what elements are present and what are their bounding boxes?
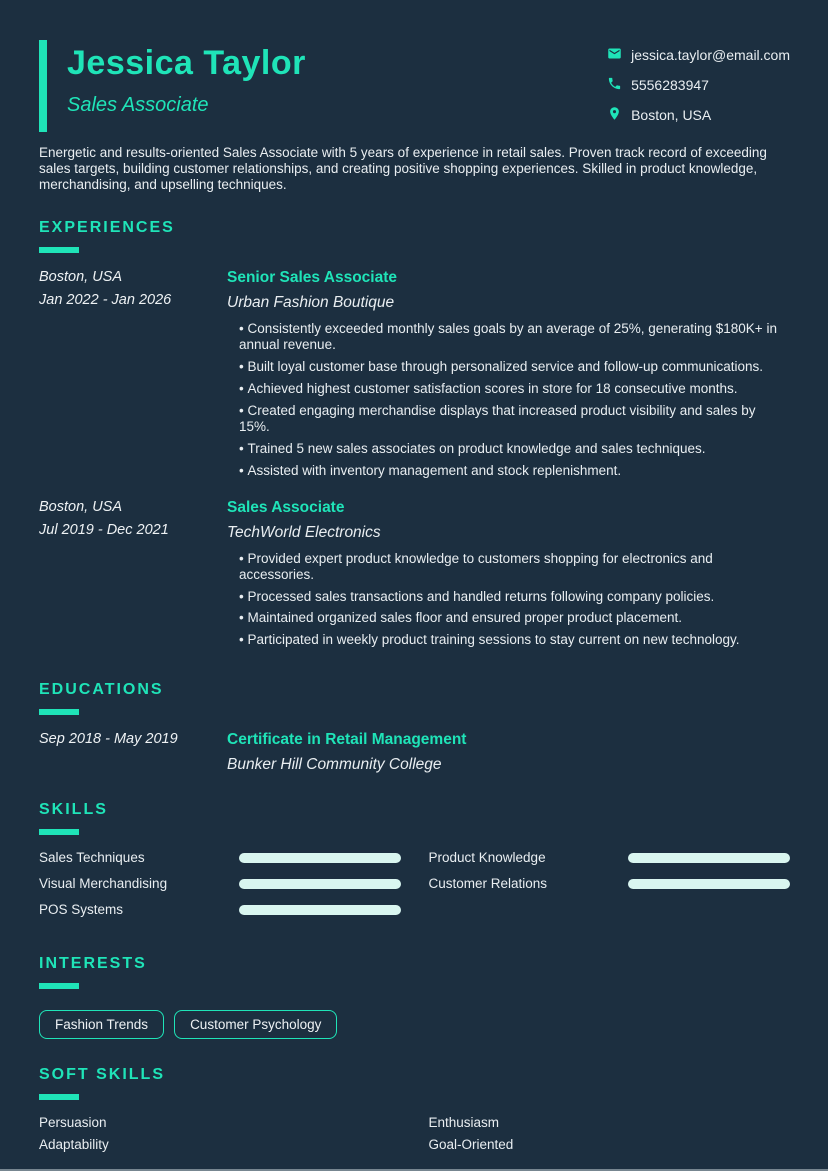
experience-company: Urban Fashion Boutique — [227, 294, 395, 312]
experience-company: TechWorld Electronics — [227, 523, 381, 541]
bullet-item: • Consistently exceeded monthly sales goals by an average of 25%, generating $180K+ in annual revenue. — [227, 321, 790, 353]
skill-progress-bar — [239, 879, 401, 889]
section-heading-skills: SKILLS — [39, 801, 108, 819]
contact-email — [607, 46, 790, 64]
experience-entry — [39, 269, 790, 484]
skill-progress-bar — [628, 853, 790, 863]
bullet-item: • Processed sales transactions and handled returns following company policies. — [227, 589, 790, 605]
soft-skills-grid — [39, 1115, 790, 1159]
location-icon — [607, 106, 622, 124]
bullet-item: • Assisted with inventory management and stock replenishment. — [227, 463, 790, 479]
education-meta — [39, 731, 227, 774]
soft-skills-column-right — [429, 1115, 791, 1159]
person-title: Sales Associate — [67, 94, 209, 116]
experience-detail — [227, 499, 790, 655]
interest-chip: Fashion Trends — [39, 1010, 164, 1039]
skills-column-left — [39, 850, 401, 928]
bullet-item: • Participated in weekly product training sessions to stay current on new technology. — [227, 632, 790, 648]
soft-skills-column-left — [39, 1115, 401, 1159]
contact-phone — [607, 76, 790, 94]
bullet-item: • Trained 5 new sales associates on product knowledge and sales techniques. — [227, 441, 790, 457]
heading-underline — [39, 983, 79, 989]
experience-bullets — [227, 321, 790, 478]
section-experiences — [39, 219, 790, 654]
education-detail — [227, 731, 790, 774]
skill-progress-bar — [628, 879, 790, 889]
experience-detail — [227, 269, 790, 484]
heading-underline — [39, 829, 79, 835]
skill-row — [39, 850, 401, 865]
section-interests — [39, 955, 790, 1039]
section-heading-experiences: EXPERIENCES — [39, 219, 175, 237]
bullet-item: • Created engaging merchandise displays that increased product visibility and sales by 15%. — [227, 403, 790, 435]
bullet-item: • Provided expert product knowledge to customers shopping for electronics and accessories. — [227, 551, 790, 583]
section-heading-soft-skills: SOFT SKILLS — [39, 1066, 165, 1084]
skill-row — [429, 876, 791, 891]
name-title-block — [67, 40, 306, 132]
experience-dates: Jan 2022 - Jan 2026 — [39, 292, 172, 309]
contact-location-text: Boston, USA — [631, 107, 712, 123]
experience-entry — [39, 499, 790, 655]
soft-skill-item: Goal-Oriented — [428, 1137, 514, 1153]
experience-role: Sales Associate — [227, 498, 345, 516]
experience-role: Senior Sales Associate — [227, 269, 398, 287]
heading-underline — [39, 709, 79, 715]
section-skills — [39, 801, 790, 928]
skill-label: Product Knowledge — [428, 850, 546, 866]
phone-icon — [607, 76, 622, 94]
experience-location: Boston, USA — [39, 498, 123, 515]
experience-meta — [39, 499, 227, 655]
skill-label: Sales Techniques — [39, 850, 145, 866]
summary-text: Energetic and results-oriented Sales Associate with 5 years of experience in retail sales. Proven track record of exceeding sales targets, building customer relationships, and creating positive shopping experiences. Skilled in product knowledge, merchandising, and upselling techniques. — [39, 145, 767, 192]
skill-progress-bar — [239, 853, 401, 863]
mail-icon — [607, 46, 622, 64]
skill-label: Customer Relations — [428, 876, 548, 892]
contact-location — [607, 106, 790, 124]
section-soft-skills — [39, 1066, 790, 1159]
education-degree: Certificate in Retail Management — [227, 731, 467, 749]
skill-row — [429, 850, 791, 865]
experience-meta — [39, 269, 227, 484]
education-entry — [39, 731, 790, 774]
experience-location: Boston, USA — [39, 269, 123, 286]
skill-label: Visual Merchandising — [39, 876, 168, 892]
skills-grid — [39, 850, 790, 928]
interest-chips — [39, 1010, 790, 1039]
contact-email-text: jessica.taylor@email.com — [631, 47, 790, 63]
soft-skill-item: Enthusiasm — [428, 1115, 500, 1131]
section-heading-educations: EDUCATIONS — [39, 681, 164, 699]
header-identity — [39, 40, 306, 132]
soft-skill-item: Adaptability — [39, 1137, 109, 1153]
heading-underline — [39, 1094, 79, 1100]
experience-dates: Jul 2019 - Dec 2021 — [39, 521, 169, 538]
interest-chip: Customer Psychology — [174, 1010, 337, 1039]
skills-column-right — [429, 850, 791, 902]
header — [39, 40, 790, 132]
section-educations — [39, 681, 790, 774]
contact-info — [607, 40, 790, 132]
skill-progress-bar — [239, 905, 401, 915]
education-school: Bunker Hill Community College — [227, 756, 442, 774]
skill-row — [39, 876, 401, 891]
skill-row — [39, 902, 401, 917]
soft-skill-item: Persuasion — [39, 1115, 107, 1131]
bullet-item: • Achieved highest customer satisfaction scores in store for 18 consecutive months. — [227, 381, 790, 397]
experience-bullets — [227, 551, 790, 649]
bullet-item: • Maintained organized sales floor and ensured proper product placement. — [227, 610, 790, 626]
heading-underline — [39, 247, 79, 253]
contact-phone-text: 5556283947 — [631, 77, 709, 93]
person-name: Jessica Taylor — [67, 44, 306, 82]
skill-label: POS Systems — [39, 902, 124, 918]
section-heading-interests: INTERESTS — [39, 955, 147, 973]
accent-bar — [39, 40, 47, 132]
education-dates: Sep 2018 - May 2019 — [39, 731, 178, 748]
bullet-item: • Built loyal customer base through personalized service and follow-up communications. — [227, 359, 790, 375]
